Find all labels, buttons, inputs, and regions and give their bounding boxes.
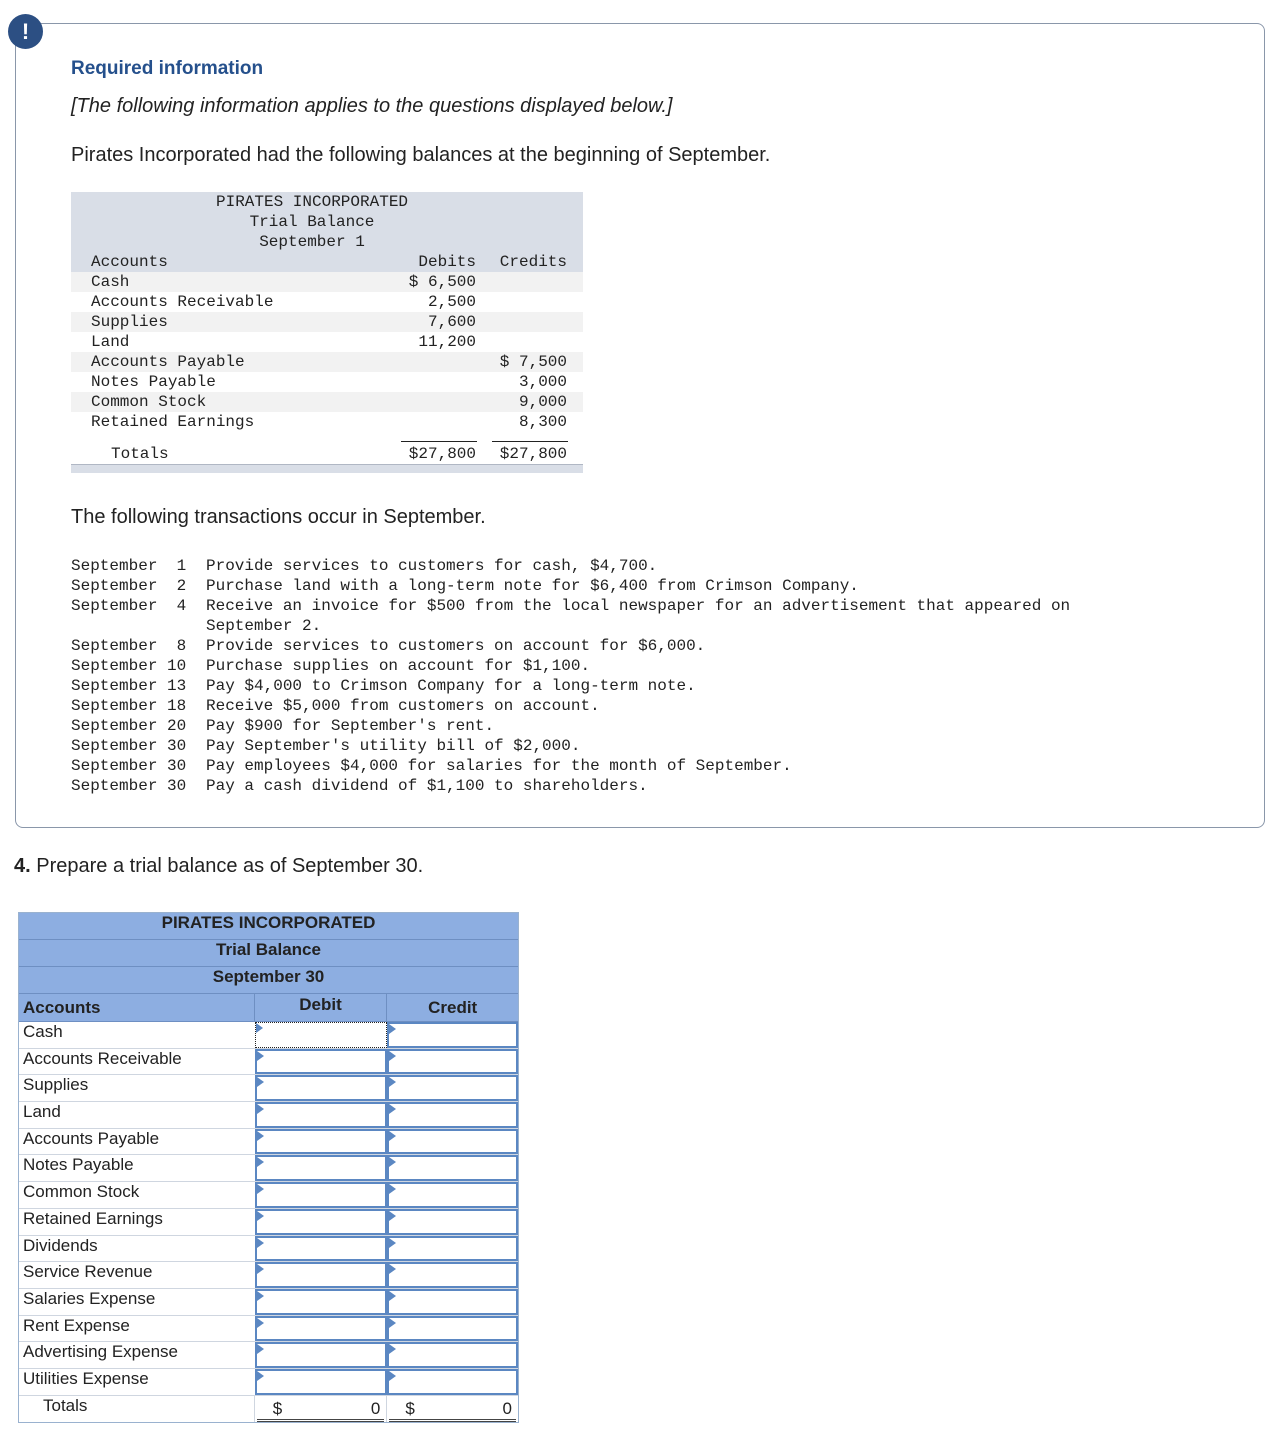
answer-tb-title: Trial Balance (19, 940, 518, 967)
answer-tb-account: Cash (23, 1022, 63, 1041)
transaction-date: September 30 (71, 737, 187, 755)
intro-text: Pirates Incorporated had the following balances at the beginning of September. (71, 144, 771, 166)
opening-tb-debit: 11,200 (418, 333, 476, 351)
transaction-item (71, 676, 1251, 696)
input-indicator-icon (257, 1157, 264, 1167)
answer-tb-account: Utilities Expense (23, 1368, 149, 1388)
input-indicator-icon (257, 1318, 264, 1328)
input-indicator-icon (257, 1077, 264, 1087)
input-indicator-icon (257, 1371, 264, 1381)
transaction-description: Pay a cash dividend of $1,100 to shareholders. (206, 777, 648, 795)
opening-tb-account: Accounts Receivable (91, 293, 274, 311)
opening-tb-account: Land (91, 333, 130, 351)
opening-tb-account: Common Stock (91, 393, 207, 411)
answer-tb-date: September 30 (19, 967, 518, 994)
answer-tb-account: Retained Earnings (23, 1208, 163, 1228)
debit-input[interactable] (255, 1129, 387, 1155)
debit-input[interactable] (255, 1102, 387, 1128)
transaction-date: September 8 (71, 637, 187, 655)
total-debit-double-rule (257, 1419, 385, 1422)
transaction-date: September 2 (71, 577, 187, 595)
answer-tb-row (19, 1075, 518, 1102)
transaction-date: September 20 (71, 717, 187, 735)
opening-tb-debit: $ 6,500 (408, 273, 476, 291)
input-indicator-icon (257, 1184, 264, 1194)
opening-tb-company: PIRATES INCORPORATED (215, 193, 409, 211)
total-credit-cell (386, 1396, 518, 1423)
input-indicator-icon (257, 1211, 264, 1221)
question-number: 4. (14, 855, 31, 877)
opening-tb-row (71, 352, 583, 372)
opening-tb-totals-label: Totals (111, 445, 169, 463)
answer-tb-row (19, 1289, 518, 1316)
debit-input[interactable] (255, 1155, 387, 1181)
answer-tb-row (19, 1102, 518, 1129)
transactions-heading: The following transactions occur in September. (71, 506, 486, 528)
answer-tb-account: Notes Payable (23, 1155, 134, 1175)
total-debit-dollar: $ (272, 1398, 283, 1418)
answer-tb-row (19, 1342, 518, 1369)
answer-tb-column-headers (19, 994, 518, 1022)
transaction-description: Receive $5,000 from customers on account. (206, 697, 600, 715)
transaction-date: September 4 (71, 597, 187, 615)
credit-input[interactable] (387, 1289, 518, 1315)
transaction-date-spacer (71, 616, 206, 636)
credit-input[interactable] (387, 1022, 518, 1048)
answer-tb-col-debit: Debit (254, 994, 387, 1021)
credit-input[interactable] (387, 1262, 518, 1288)
total-debit-cell (254, 1396, 387, 1423)
alert-icon: ! (8, 14, 43, 49)
credit-input[interactable] (387, 1102, 518, 1128)
opening-tb-row (71, 312, 583, 332)
opening-tb-row (71, 292, 583, 312)
answer-trial-balance (18, 912, 519, 1423)
credit-input[interactable] (387, 1369, 518, 1395)
answer-tb-col-accounts: Accounts (23, 998, 101, 1017)
input-indicator-icon (257, 1104, 264, 1114)
credit-input[interactable] (387, 1182, 518, 1208)
answer-tb-row (19, 1209, 518, 1236)
transaction-description: Purchase land with a long-term note for $6,400 from Crimson Company. (206, 577, 859, 595)
transaction-description: Pay $4,000 to Crimson Company for a long-term note. (206, 677, 696, 695)
input-indicator-icon (257, 1344, 264, 1354)
input-indicator-icon (389, 1024, 396, 1034)
answer-tb-row (19, 1129, 518, 1156)
debit-input[interactable] (255, 1316, 387, 1342)
answer-tb-row (19, 1316, 518, 1343)
input-indicator-icon (257, 1051, 264, 1061)
debit-input[interactable] (255, 1342, 387, 1368)
credit-input[interactable] (387, 1075, 518, 1101)
credit-input[interactable] (387, 1316, 518, 1342)
opening-tb-debit: 2,500 (427, 293, 476, 311)
required-information-note: [The following information applies to the questions displayed below.] (71, 95, 673, 117)
input-indicator-icon (256, 1023, 263, 1033)
transaction-item (71, 756, 1251, 776)
opening-tb-total-credits: $27,800 (499, 445, 567, 463)
transaction-date: September 18 (71, 697, 187, 715)
credit-input[interactable] (387, 1049, 518, 1075)
transaction-item (71, 716, 1251, 736)
transaction-item (71, 776, 1251, 796)
input-indicator-icon (389, 1238, 396, 1248)
debit-input[interactable] (255, 1289, 387, 1315)
answer-tb-row (19, 1262, 518, 1289)
transaction-description: Pay September's utility bill of $2,000. (206, 737, 581, 755)
input-indicator-icon (257, 1264, 264, 1274)
answer-tb-row (19, 1369, 518, 1396)
answer-tb-col-credit: Credit (386, 994, 518, 1021)
answer-tb-row (19, 1022, 518, 1049)
answer-tb-account: Rent Expense (23, 1315, 130, 1335)
debit-input[interactable] (255, 1236, 387, 1262)
opening-tb-row (71, 272, 583, 292)
opening-tb-row (71, 412, 583, 432)
input-indicator-icon (389, 1104, 396, 1114)
question-4 (14, 855, 423, 878)
opening-tb-col-debits: Debits (418, 253, 476, 271)
credit-input[interactable] (387, 1236, 518, 1262)
transaction-description: Pay employees $4,000 for salaries for the month of September. (206, 757, 792, 775)
answer-tb-row (19, 1236, 518, 1263)
answer-tb-account: Service Revenue (23, 1262, 153, 1282)
transaction-description: Receive an invoice for $500 from the local newspaper for an advertisement that appeared on (206, 597, 1071, 615)
transaction-date: September 13 (71, 677, 187, 695)
debit-input[interactable] (255, 1182, 387, 1208)
transaction-date: September 1 (71, 557, 187, 575)
opening-tb-row (71, 392, 583, 412)
input-indicator-icon (389, 1318, 396, 1328)
transaction-description-continued: September 2. (206, 617, 322, 635)
transaction-date: September 30 (71, 757, 187, 775)
transaction-item (71, 696, 1251, 716)
answer-tb-account: Supplies (23, 1075, 89, 1095)
transaction-item (71, 576, 1251, 596)
transaction-item (71, 656, 1251, 676)
answer-tb-company: PIRATES INCORPORATED (19, 913, 518, 940)
input-indicator-icon (389, 1077, 396, 1087)
opening-tb-account: Notes Payable (91, 373, 216, 391)
input-indicator-icon (389, 1157, 396, 1167)
transaction-description: Purchase supplies on account for $1,100. (206, 657, 591, 675)
required-information-title: Required information (71, 58, 264, 79)
total-credit-double-rule (389, 1419, 516, 1422)
transaction-item (71, 556, 1251, 576)
answer-tb-account: Accounts Receivable (23, 1048, 182, 1068)
answer-tb-row (19, 1049, 518, 1076)
debit-input[interactable] (255, 1262, 387, 1288)
opening-tb-date: September 1 (259, 233, 365, 251)
answer-tb-row (19, 1155, 518, 1182)
input-indicator-icon (257, 1291, 264, 1301)
opening-tb-credit: 8,300 (518, 413, 567, 431)
transaction-item (71, 736, 1251, 756)
total-credit-value: 0 (502, 1398, 512, 1418)
credit-input[interactable] (387, 1129, 518, 1155)
opening-tb-row (71, 372, 583, 392)
answer-tb-account: Salaries Expense (23, 1288, 156, 1308)
debit-total-rule (401, 441, 477, 442)
input-indicator-icon (389, 1344, 396, 1354)
debit-input[interactable] (255, 1369, 387, 1395)
answer-tb-account: Accounts Payable (23, 1128, 160, 1148)
opening-tb-credit: $ 7,500 (499, 353, 567, 371)
opening-tb-debit: 7,600 (427, 313, 476, 331)
debit-input[interactable] (255, 1075, 387, 1101)
opening-tb-col-accounts: Accounts (91, 253, 168, 271)
input-indicator-icon (257, 1238, 264, 1248)
answer-tb-account: Common Stock (23, 1182, 140, 1202)
opening-tb-account: Supplies (91, 313, 168, 331)
opening-tb-account: Cash (91, 273, 130, 291)
debit-input[interactable] (255, 1049, 387, 1075)
input-indicator-icon (389, 1291, 396, 1301)
opening-tb-col-credits: Credits (499, 253, 567, 271)
transaction-date: September 30 (71, 777, 187, 795)
opening-tb-account: Retained Earnings (91, 413, 255, 431)
opening-tb-credit: 3,000 (518, 373, 567, 391)
opening-tb-credit: 9,000 (518, 393, 567, 411)
transaction-date: September 10 (71, 657, 187, 675)
transaction-item-continued (71, 616, 1251, 636)
transaction-description: Provide services to customers for cash, $4,700. (206, 557, 658, 575)
input-indicator-icon (389, 1211, 396, 1221)
debit-input[interactable] (255, 1209, 387, 1235)
input-indicator-icon (389, 1051, 396, 1061)
answer-tb-account: Advertising Expense (23, 1342, 178, 1362)
credit-total-rule (492, 441, 568, 442)
credit-input[interactable] (387, 1155, 518, 1181)
input-indicator-icon (389, 1371, 396, 1381)
transaction-item (71, 636, 1251, 656)
credit-input[interactable] (387, 1342, 518, 1368)
transactions-list (71, 556, 1251, 796)
input-indicator-icon (389, 1131, 396, 1141)
input-indicator-icon (257, 1131, 264, 1141)
answer-tb-totals-row (19, 1396, 518, 1423)
opening-trial-balance-footer (71, 464, 583, 473)
input-indicator-icon (389, 1184, 396, 1194)
answer-tb-totals-label: Totals (43, 1395, 88, 1415)
credit-input[interactable] (387, 1209, 518, 1235)
answer-tb-row (19, 1182, 518, 1209)
total-debit-value: 0 (370, 1398, 381, 1418)
transaction-item (71, 596, 1251, 616)
opening-tb-total-debits: $27,800 (408, 445, 476, 463)
input-indicator-icon (389, 1264, 396, 1274)
opening-trial-balance (71, 192, 583, 473)
opening-tb-account: Accounts Payable (91, 353, 245, 371)
answer-tb-account: Dividends (23, 1235, 98, 1255)
opening-tb-row (71, 332, 583, 352)
question-text: Prepare a trial balance as of September 30. (30, 855, 424, 877)
opening-tb-title: Trial Balance (249, 213, 375, 231)
answer-tb-account: Land (23, 1102, 61, 1122)
transaction-description: Pay $900 for September's rent. (206, 717, 495, 735)
debit-input[interactable] (255, 1022, 387, 1048)
total-credit-dollar: $ (405, 1398, 415, 1418)
transaction-description: Provide services to customers on account for $6,000. (206, 637, 706, 655)
